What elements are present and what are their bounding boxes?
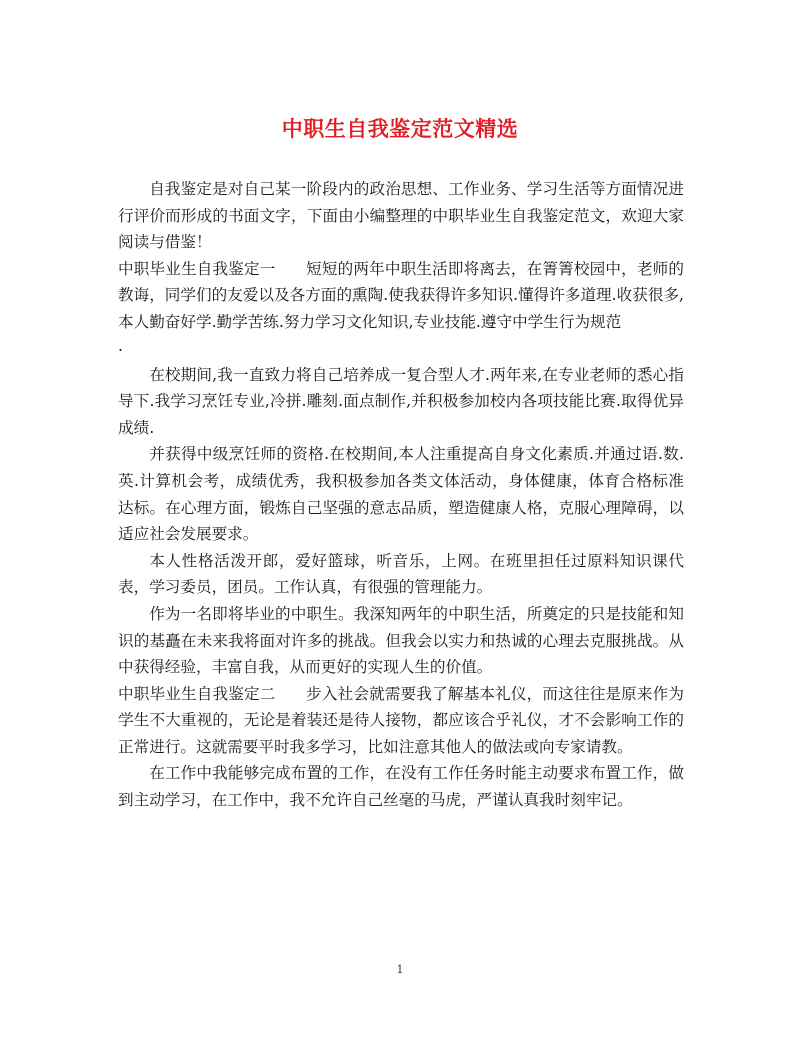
section-1-paragraph-3: 并获得中级烹饪师的资格.在校期间,本人注重提高自身文化素质.并通过语.数.英.计算机会考，成绩优秀，我积极参加各类文体活动，身体健康，体育合格标准达标。在心理方面，锻炼自己坚强的意志品质，塑造健康人格，克服心理障碍，以适应社会发展要求。 (118, 445, 684, 544)
page-number: 1 (396, 963, 404, 976)
section-1-paragraph (118, 256, 684, 336)
intro-paragraph: 自我鉴定是对自己某一阶段内的政治思想、工作业务、学习生活等方面情况进行评价而形成的书面文字，下面由小编整理的中职毕业生自我鉴定范文，欢迎大家阅读与借鉴！ (118, 180, 684, 252)
document-body (118, 176, 684, 814)
section-1-paragraph-4: 本人性格活泼开郎，爱好篮球，听音乐，上网。在班里担任过原料知识课代表，学习委员，团员。工作认真，有很强的管理能力。 (118, 551, 684, 597)
section-1-paragraph-2: 在校期间,我一直致力将自己培养成一复合型人才.两年来,在专业老师的悉心指导下.我学习烹饪专业,冷拼.雕刻.面点制作,并积极参加校内各项技能比赛.取得优异成绩. (118, 365, 684, 437)
section-2-paragraph-2: 在工作中我能够完成布置的工作，在没有工作任务时能主动要求布置工作，做到主动学习，在工作中，我不允许自己丝毫的马虎，严谨认真我时刻牢记。 (118, 764, 684, 810)
section-2-paragraph (118, 681, 684, 761)
document-title: 中职生自我鉴定范文精选 (281, 117, 519, 141)
section-1-text: 短短的两年中职生活即将离去，在箐箐校园中，老师的教诲，同学们的友爱以及各方面的熏陶.使我获得许多知识.懂得许多道理.收获很多,本人勤奋好学.勤学苦练.努力学习文化知识,专业技能.遵守中学生行为规范 (118, 259, 684, 331)
heading-spacer (275, 260, 306, 278)
section-2-heading: 中职毕业生自我鉴定二 (118, 684, 276, 703)
heading-spacer (275, 685, 306, 703)
section-2-text: 步入社会就需要我了解基本礼仪，而这往往是原来作为学生不大重视的，无论是着装还是待人接物，都应该合乎礼仪，才不会影响工作的正常进行。这就需要平时我多学习，比如注意其他人的做法或向专家请教。 (118, 684, 684, 756)
section-1-heading: 中职毕业生自我鉴定一 (118, 259, 276, 278)
section-1-paragraph-5: 作为一名即将毕业的中职生。我深知两年的中职生活，所奠定的只是技能和知识的基矗在未来我将面对许多的挑战。但我会以实力和热诚的心理去克服挑战。从中获得经验，丰富自我，从而更好的实现人生的价值。 (118, 604, 684, 677)
stray-period: . (118, 336, 123, 355)
